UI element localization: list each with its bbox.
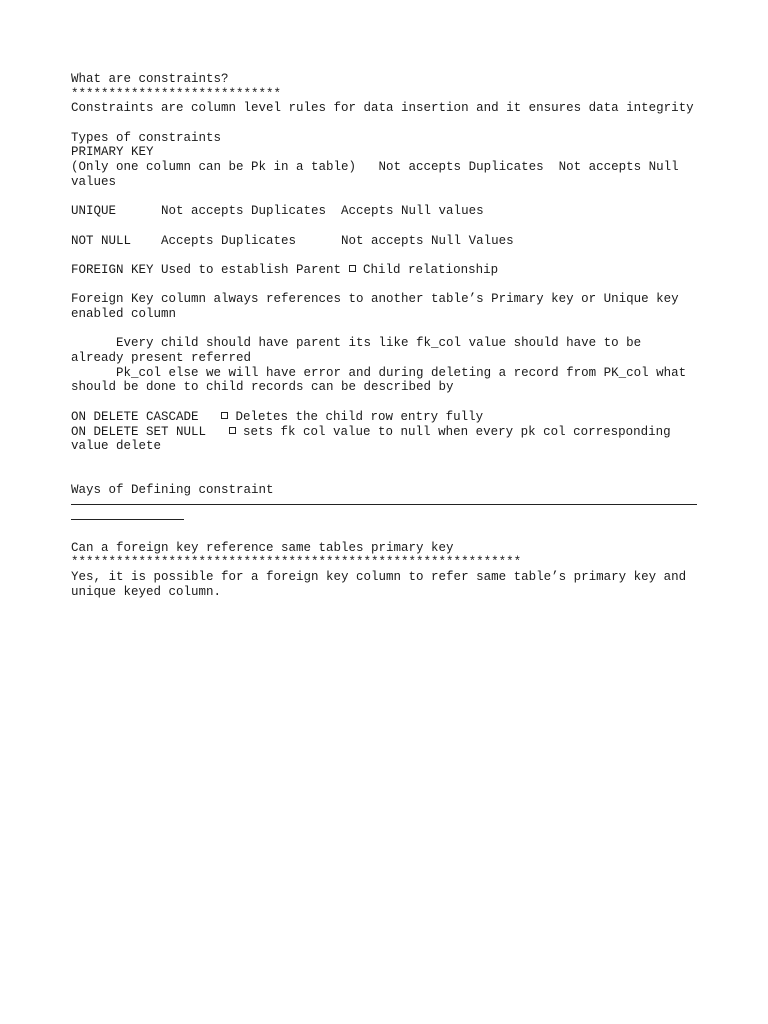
self-reference-answer-line2: unique keyed column.: [71, 584, 222, 599]
primary-key-desc-line1: (Only one column can be Pk in a table) Not accepts Duplicates Not accepts Null: [71, 160, 679, 175]
fk-reference-line1: Foreign Key column always references to another table’s Primary key or Unique key: [71, 292, 679, 307]
set-null-suffix: sets fk col value to null when every pk col corresponding: [235, 424, 671, 439]
asterisk-divider: ****************************: [71, 86, 282, 101]
primary-key-label: PRIMARY KEY: [71, 145, 154, 160]
ways-heading: Ways of Defining constraint: [71, 483, 274, 498]
set-null-prefix: ON DELETE SET NULL: [71, 424, 229, 439]
parent-rule-line2: already present referred: [71, 351, 252, 366]
asterisk-divider-2: ************************************************************: [71, 555, 522, 570]
parent-rule-line4: should be done to child records can be described by: [71, 380, 454, 395]
on-delete-cascade: [71, 410, 711, 425]
self-reference-answer-line1: Yes, it is possible for a foreign key column to refer same table’s primary key and: [71, 570, 687, 585]
arrow-placeholder-icon: [229, 427, 236, 434]
document-body: [71, 72, 711, 599]
unique-constraint: UNIQUE Not accepts Duplicates Accepts Null values: [71, 204, 484, 219]
primary-key-desc-line2: values: [71, 174, 117, 189]
foreign-key-prefix: FOREIGN KEY Used to establish Parent: [71, 262, 349, 277]
constraints-definition: Constraints are column level rules for data insertion and it ensures data integrity: [71, 101, 694, 116]
arrow-placeholder-icon: [349, 265, 356, 272]
heading-what-are-constraints: What are constraints?: [71, 72, 229, 86]
foreign-key-constraint: [71, 263, 711, 278]
horizontal-rule: [71, 504, 697, 505]
arrow-placeholder-icon: [221, 412, 228, 419]
self-reference-question: Can a foreign key reference same tables primary key: [71, 540, 454, 555]
parent-rule-line3: Pk_col else we will have error and during deleting a record from PK_col what: [71, 365, 687, 380]
cascade-suffix: Deletes the child row entry fully: [228, 409, 484, 424]
fk-reference-line2: enabled column: [71, 307, 177, 321]
parent-rule-line1: Every child should have parent its like fk_col value should have to be: [71, 336, 642, 351]
types-heading: Types of constraints: [71, 130, 222, 145]
on-delete-set-null: [71, 425, 711, 440]
foreign-key-suffix: Child relationship: [355, 262, 499, 277]
not-null-constraint: NOT NULL Accepts Duplicates Not accepts Null Values: [71, 233, 514, 248]
on-delete-set-null-line2: value delete: [71, 439, 162, 454]
cascade-prefix: ON DELETE CASCADE: [71, 409, 222, 424]
horizontal-rule-short: [71, 519, 184, 520]
